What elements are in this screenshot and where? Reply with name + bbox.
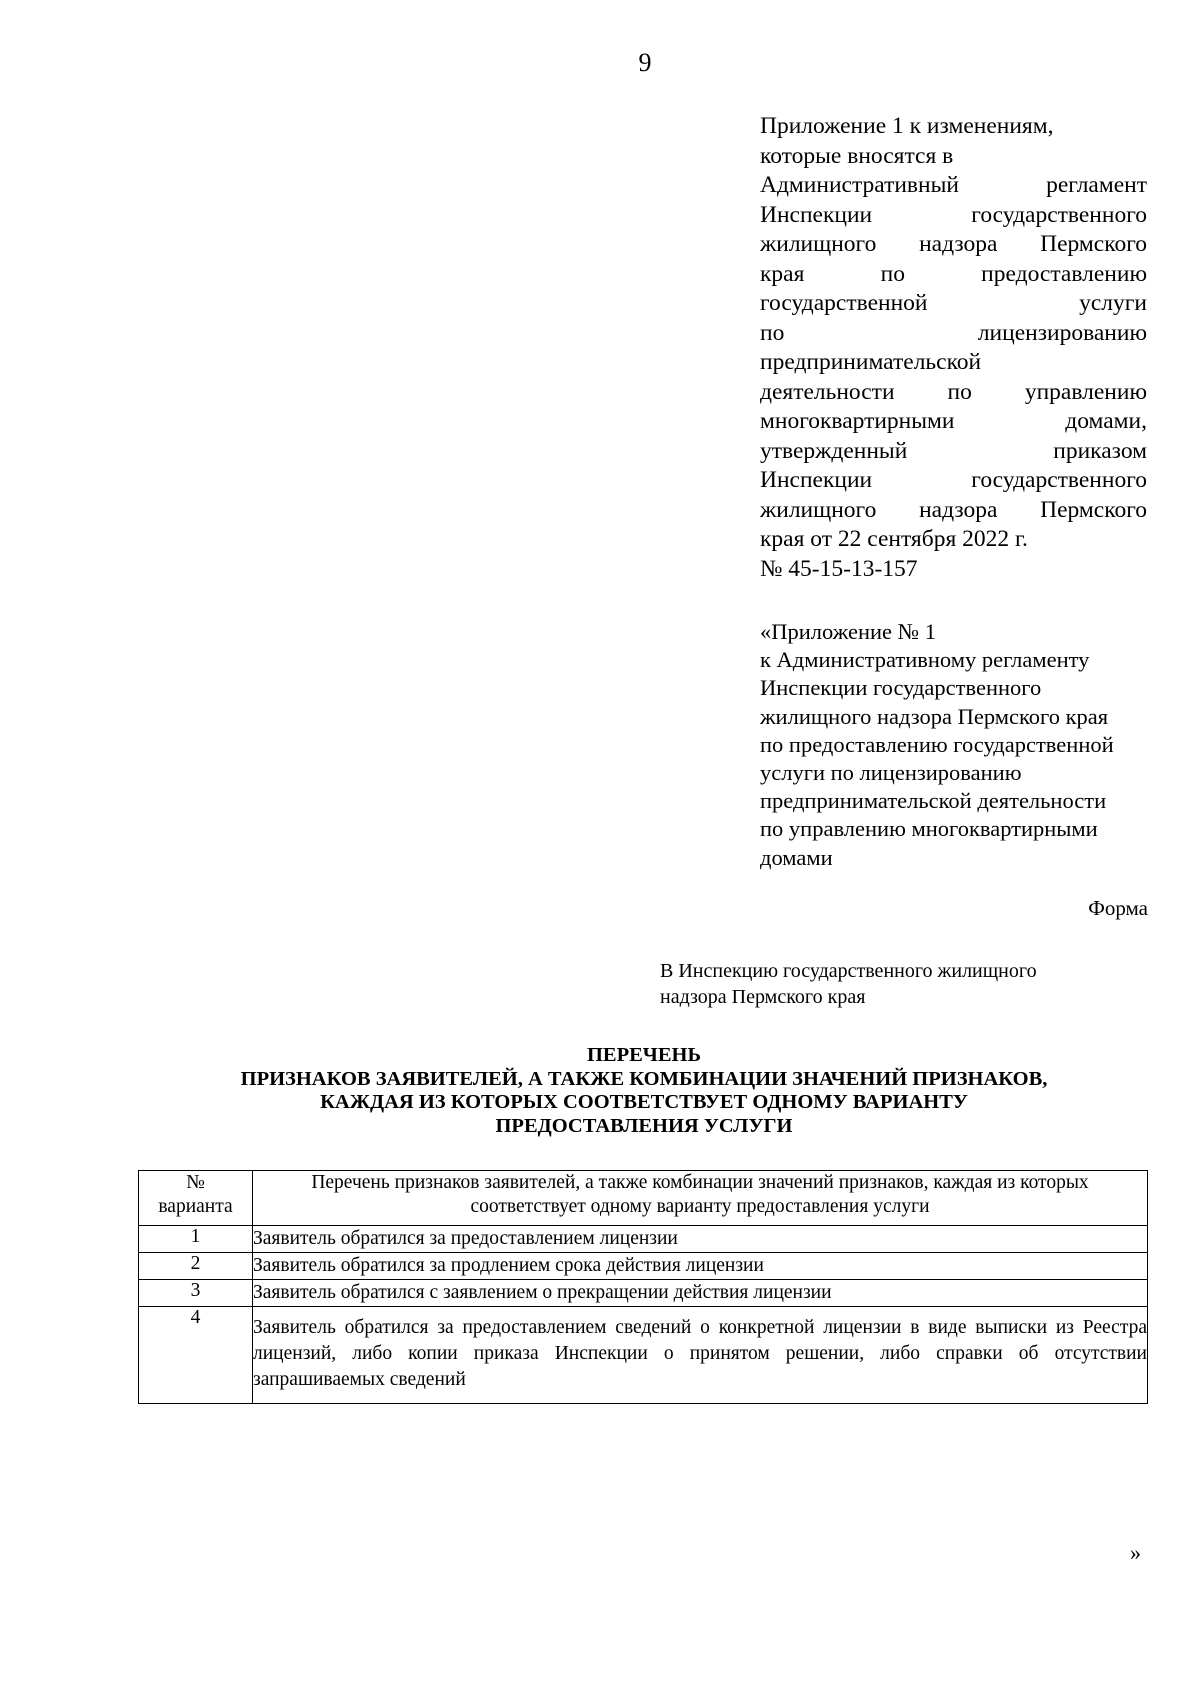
variant-description: Заявитель обратился за предоставлением лицензии	[253, 1226, 1148, 1253]
appendix-header-line: государственной услуги	[760, 290, 1147, 316]
appendix-header-line: по лицензированию	[760, 319, 1147, 346]
table-row	[139, 1280, 1148, 1307]
appendix-header-line: Приложение 1 к изменениям,	[760, 113, 1054, 139]
variant-number: 2	[139, 1253, 253, 1280]
title-line: КАЖДАЯ ИЗ КОТОРЫХ СООТВЕТСТВУЕТ ОДНОМУ ВАРИАНТУ	[320, 1091, 968, 1113]
appendix-header-line: края по предоставлению	[760, 260, 1147, 287]
appendix-header	[760, 112, 1147, 584]
variant-description: Заявитель обратился за продлением срока действия лицензии	[253, 1253, 1148, 1280]
appendix-reference-line: предпринимательской деятельности	[760, 788, 1107, 814]
header-number-line: №	[186, 1172, 205, 1193]
page-number: 9	[638, 48, 652, 77]
variants-table	[138, 1170, 1148, 1404]
appendix-reference-line: Инспекции государственного	[760, 675, 1042, 701]
appendix-reference-line: «Приложение № 1	[760, 619, 936, 644]
addressee-line: В Инспекцию государственного жилищного	[660, 960, 1037, 982]
document-title	[140, 1044, 1148, 1138]
appendix-header-line: Инспекции государственного	[760, 467, 1147, 493]
appendix-header-line: которые вносятся в	[760, 142, 954, 169]
appendix-reference	[760, 618, 1160, 872]
table-header-row	[139, 1171, 1148, 1226]
appendix-header-line: края от 22 сентября 2022 г.	[760, 526, 1028, 552]
form-label: Форма	[1088, 896, 1148, 920]
title-line: ПРЕДОСТАВЛЕНИЯ УСЛУГИ	[495, 1114, 793, 1137]
table-row	[139, 1226, 1148, 1253]
appendix-reference-line: услуги по лицензированию	[760, 760, 1022, 786]
appendix-header-line: утвержденный приказом	[760, 437, 1147, 464]
appendix-header-line: многоквартирными домами,	[760, 408, 1147, 434]
title-line: ПЕРЕЧЕНЬ	[586, 1044, 702, 1066]
header-description: Перечень признаков заявителей, а также комбинации значений признаков, каждая из которых соответствует одному варианту предоставления услуги	[253, 1171, 1148, 1226]
addressee	[660, 958, 1130, 1010]
variant-description: Заявитель обратился с заявлением о прекращении действия лицензии	[253, 1280, 1148, 1307]
appendix-header-line: предпринимательской	[760, 349, 982, 375]
closing-quote: »	[1130, 1540, 1141, 1565]
header-number-line: варианта	[158, 1196, 233, 1217]
appendix-reference-line: жилищного надзора Пермского края	[760, 703, 1109, 729]
appendix-reference-line: домами	[760, 844, 833, 870]
appendix-header-line: жилищного надзора Пермского	[760, 496, 1147, 523]
appendix-header-line: № 45-15-13-157	[760, 555, 918, 582]
title-line: ПРИЗНАКОВ ЗАЯВИТЕЛЕЙ, А ТАКЖЕ КОМБИНАЦИИ ЗНАЧЕНИЙ ПРИЗНАКОВ,	[240, 1067, 1048, 1090]
variant-number: 1	[139, 1226, 253, 1253]
table-row	[139, 1307, 1148, 1404]
variant-number: 3	[139, 1280, 253, 1307]
variant-number: 4	[139, 1307, 253, 1404]
appendix-reference-line: по управлению многоквартирными	[760, 816, 1098, 842]
appendix-header-line: Инспекции государственного	[760, 201, 1147, 228]
table-row	[139, 1253, 1148, 1280]
appendix-header-line: Административный регламент	[760, 172, 1147, 198]
appendix-header-line: деятельности по управлению	[760, 378, 1147, 405]
appendix-reference-line: к Административному регламенту	[760, 647, 1090, 673]
appendix-reference-line: по предоставлению государственной	[760, 731, 1114, 757]
header-number	[139, 1171, 253, 1226]
addressee-line: надзора Пермского края	[660, 986, 866, 1008]
appendix-header-line: жилищного надзора Пермского	[760, 231, 1147, 257]
variant-description: Заявитель обратился за предоставлением сведений о конкретной лицензии в виде выписки из Реестра лицензий, либо копии приказа Инспекции о принятом решении, либо справки об отсутствии запрашиваемых сведений	[253, 1307, 1148, 1404]
